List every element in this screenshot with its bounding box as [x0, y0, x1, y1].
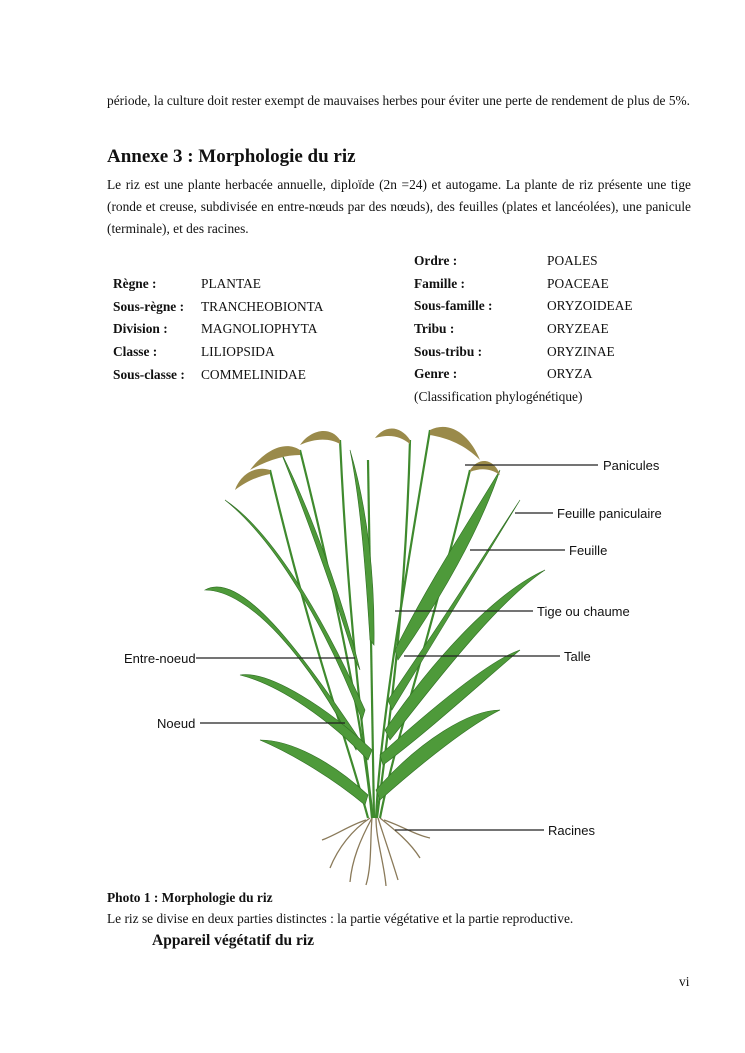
taxonomy-row [414, 250, 633, 273]
label-noeud: Noeud [157, 716, 196, 731]
taxonomy-value: ORYZEAE [547, 321, 609, 337]
page-number: vi [679, 974, 690, 989]
taxonomy-key: Classe : [113, 344, 158, 360]
taxonomy-key: Sous-famille : [414, 298, 493, 314]
photo-caption: Photo 1 : Morphologie du riz [107, 890, 273, 905]
taxonomy-right-table [414, 250, 633, 409]
label-feuille-paniculaire: Feuille paniculaire [557, 506, 662, 521]
taxonomy-row [414, 295, 633, 318]
intro-paragraph: période, la culture doit rester exempt de mauvaises herbes pour éviter une perte de rendement de plus de 5%. [107, 93, 691, 108]
caption-text: Le riz se divise en deux parties distinctes : la partie végétative et la partie reproductive. [107, 911, 574, 926]
taxonomy-key: Sous-tribu : [414, 343, 483, 359]
taxonomy-row [414, 341, 633, 364]
taxonomy-value: ORYZINAE [547, 343, 615, 359]
taxonomy-key: Tribu : [414, 321, 455, 337]
taxonomy-key: Division : [113, 321, 168, 337]
label-entre-noeud: Entre-noeud [124, 651, 196, 666]
taxonomy-row [414, 318, 633, 341]
taxonomy-value: COMMELINIDAE [201, 366, 306, 382]
label-feuille: Feuille [569, 543, 608, 558]
annex-paragraph: Le riz est une plante herbacée annuelle, diploïde (2n =24) et autogame. La plante de riz présente une tige (ronde et creuse, subdivisée en entre-nœuds par des nœuds), des feuilles (plates et lancéolées), une panicule (terminale), et des racines. [107, 177, 691, 236]
taxonomy-value: ORYZOIDEAE [547, 298, 633, 314]
annex-title: Annexe 3 : Morphologie du riz [107, 146, 356, 167]
taxonomy-row [414, 363, 633, 386]
taxonomy-value: PLANTAE [201, 276, 261, 291]
taxonomy-key: Sous-règne : [113, 298, 185, 314]
section-subheading: Appareil végétatif du riz [152, 932, 315, 949]
taxonomy-value: LILIOPSIDA [201, 344, 275, 360]
taxonomy-key: Ordre : [414, 253, 458, 268]
taxonomy-row [113, 364, 323, 387]
leaves [205, 450, 545, 805]
taxonomy-value: ORYZA [547, 366, 593, 382]
rice-plant-figure [0, 410, 745, 890]
taxonomy-row [113, 273, 323, 296]
taxonomy-key: Règne : [113, 276, 157, 291]
roots [322, 818, 430, 886]
label-panicules: Panicules [603, 458, 660, 473]
taxonomy-row [113, 341, 323, 364]
taxonomy-key: Sous-classe : [113, 366, 185, 382]
taxonomy-value: POALES [547, 253, 598, 268]
classification-note: (Classification phylogénétique) [414, 389, 583, 405]
taxonomy-row [113, 318, 323, 341]
label-talle: Talle [564, 649, 591, 664]
taxonomy-row [113, 296, 323, 319]
taxonomy-value: POACEAE [547, 275, 609, 291]
taxonomy-left-table [113, 273, 323, 386]
label-tige: Tige ou chaume [537, 604, 630, 619]
taxonomy-key: Genre : [414, 366, 458, 382]
taxonomy-row [414, 273, 633, 296]
taxonomy-value: MAGNOLIOPHYTA [201, 321, 318, 337]
taxonomy-key: Famille : [414, 275, 465, 291]
taxonomy-value: TRANCHEOBIONTA [201, 298, 324, 314]
label-racines: Racines [548, 823, 595, 838]
